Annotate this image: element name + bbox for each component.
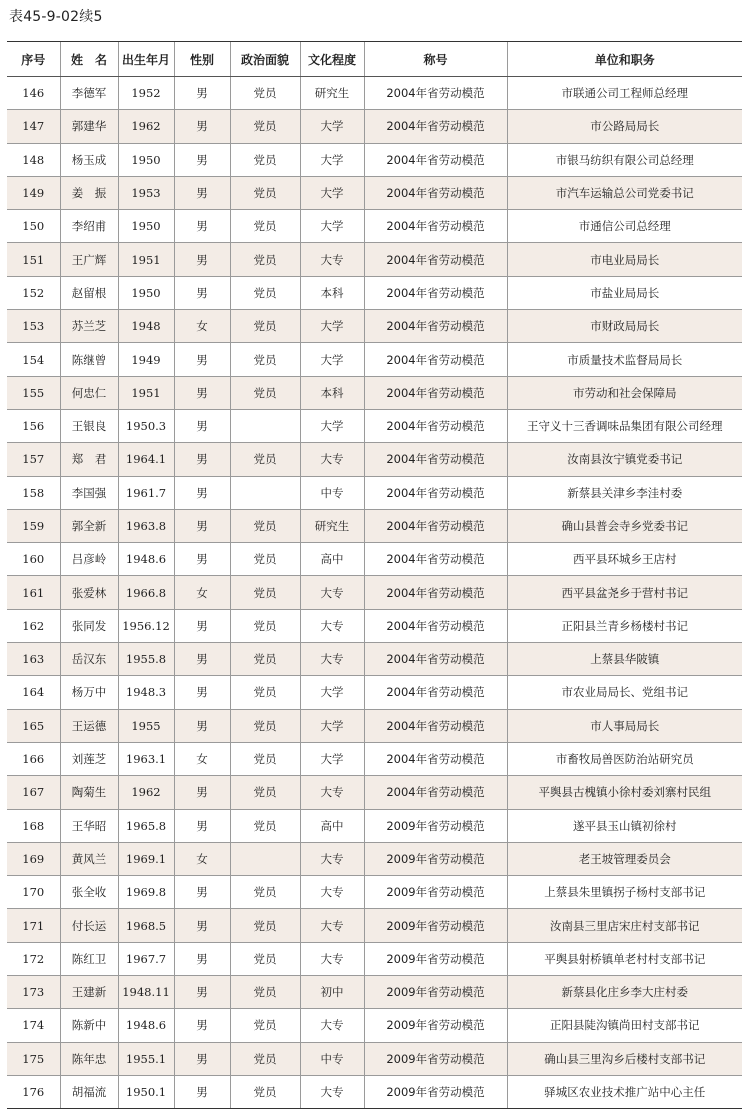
cell-gender: 男: [174, 809, 230, 842]
cell-political: 党员: [230, 443, 300, 476]
table-row: [7, 77, 742, 110]
cell-political: 党员: [230, 976, 300, 1009]
cell-title: 2004年省劳动模范: [364, 643, 507, 676]
cell-title: 2004年省劳动模范: [364, 376, 507, 409]
cell-unit: 新蔡县关津乡李洼村委: [507, 476, 742, 509]
cell-birth: 1966.8: [118, 576, 174, 609]
cell-unit: 市劳动和社会保障局: [507, 376, 742, 409]
cell-gender: 女: [174, 842, 230, 875]
table-row: [7, 876, 742, 909]
table-row: [7, 243, 742, 276]
table-row: [7, 842, 742, 875]
cell-birth: 1948.3: [118, 676, 174, 709]
table-row: [7, 376, 742, 409]
cell-name: 姜 振: [60, 176, 118, 209]
cell-title: 2004年省劳动模范: [364, 343, 507, 376]
cell-title: 2004年省劳动模范: [364, 676, 507, 709]
cell-title: 2004年省劳动模范: [364, 110, 507, 143]
cell-name: 陶菊生: [60, 776, 118, 809]
table-row: [7, 409, 742, 442]
cell-unit: 市联通公司工程师总经理: [507, 77, 742, 110]
cell-education: 研究生: [300, 77, 364, 110]
cell-birth: 1962: [118, 110, 174, 143]
cell-name: 张全收: [60, 876, 118, 909]
cell-index: 166: [7, 742, 60, 775]
cell-political: 党员: [230, 1075, 300, 1108]
cell-gender: 男: [174, 876, 230, 909]
cell-unit: 市银马纺织有限公司总经理: [507, 143, 742, 176]
cell-name: 吕彦岭: [60, 543, 118, 576]
cell-gender: 男: [174, 609, 230, 642]
cell-education: 高中: [300, 809, 364, 842]
cell-title: 2004年省劳动模范: [364, 476, 507, 509]
cell-birth: 1948.11: [118, 976, 174, 1009]
cell-birth: 1961.7: [118, 476, 174, 509]
cell-political: 党员: [230, 709, 300, 742]
cell-gender: 男: [174, 176, 230, 209]
cell-birth: 1953: [118, 176, 174, 209]
cell-gender: 男: [174, 343, 230, 376]
cell-gender: 女: [174, 310, 230, 343]
cell-unit: 王守义十三香调味品集团有限公司经理: [507, 409, 742, 442]
cell-gender: 男: [174, 709, 230, 742]
cell-birth: 1948.6: [118, 1009, 174, 1042]
header-index: 序号: [7, 42, 60, 77]
table-row: [7, 343, 742, 376]
cell-birth: 1963.8: [118, 509, 174, 542]
cell-political: 党员: [230, 110, 300, 143]
table-row: [7, 643, 742, 676]
cell-title: 2004年省劳动模范: [364, 310, 507, 343]
cell-title: 2004年省劳动模范: [364, 576, 507, 609]
cell-gender: 男: [174, 77, 230, 110]
cell-index: 148: [7, 143, 60, 176]
table-caption: 表45-9-02续5: [9, 9, 103, 25]
cell-index: 163: [7, 643, 60, 676]
table-row: [7, 443, 742, 476]
cell-birth: 1951: [118, 376, 174, 409]
cell-political: [230, 409, 300, 442]
cell-birth: 1948.6: [118, 543, 174, 576]
table-row: [7, 176, 742, 209]
header-education: 文化程度: [300, 42, 364, 77]
header-name: 姓 名: [60, 42, 118, 77]
cell-education: 大学: [300, 110, 364, 143]
cell-political: 党员: [230, 376, 300, 409]
cell-birth: 1967.7: [118, 942, 174, 975]
cell-name: 王广辉: [60, 243, 118, 276]
cell-index: 169: [7, 842, 60, 875]
cell-title: 2004年省劳动模范: [364, 210, 507, 243]
cell-index: 153: [7, 310, 60, 343]
table-header-row: [7, 42, 742, 77]
cell-unit: 遂平县玉山镇初徐村: [507, 809, 742, 842]
table-row: [7, 1042, 742, 1075]
cell-unit: 汝南县汝宁镇党委书记: [507, 443, 742, 476]
cell-education: 大专: [300, 1009, 364, 1042]
cell-title: 2004年省劳动模范: [364, 543, 507, 576]
cell-title: 2004年省劳动模范: [364, 276, 507, 309]
cell-name: 张爱林: [60, 576, 118, 609]
cell-birth: 1968.5: [118, 909, 174, 942]
cell-education: 大专: [300, 576, 364, 609]
cell-birth: 1950.3: [118, 409, 174, 442]
cell-title: 2009年省劳动模范: [364, 976, 507, 1009]
cell-index: 167: [7, 776, 60, 809]
table-row: [7, 110, 742, 143]
cell-education: 本科: [300, 376, 364, 409]
cell-education: 大专: [300, 243, 364, 276]
cell-name: 郭建华: [60, 110, 118, 143]
model-workers-table: [7, 41, 742, 1109]
cell-birth: 1969.1: [118, 842, 174, 875]
cell-unit: 市汽车运输总公司党委书记: [507, 176, 742, 209]
cell-unit: 确山县三里沟乡后楼村支部书记: [507, 1042, 742, 1075]
cell-unit: 市电业局局长: [507, 243, 742, 276]
cell-index: 168: [7, 809, 60, 842]
cell-index: 158: [7, 476, 60, 509]
cell-birth: 1955.1: [118, 1042, 174, 1075]
cell-political: 党员: [230, 609, 300, 642]
cell-name: 赵留根: [60, 276, 118, 309]
cell-title: 2004年省劳动模范: [364, 609, 507, 642]
cell-education: 初中: [300, 976, 364, 1009]
cell-gender: 女: [174, 742, 230, 775]
cell-political: 党员: [230, 876, 300, 909]
cell-name: 苏兰芝: [60, 310, 118, 343]
cell-education: 中专: [300, 476, 364, 509]
cell-education: 大学: [300, 709, 364, 742]
table-row: [7, 976, 742, 1009]
cell-name: 郑 君: [60, 443, 118, 476]
cell-name: 陈红卫: [60, 942, 118, 975]
cell-education: 中专: [300, 1042, 364, 1075]
cell-gender: 男: [174, 1009, 230, 1042]
cell-unit: 平舆县古槐镇小徐村委刘寨村民组: [507, 776, 742, 809]
cell-index: 171: [7, 909, 60, 942]
cell-name: 李绍甫: [60, 210, 118, 243]
cell-political: 党员: [230, 576, 300, 609]
cell-name: 何忠仁: [60, 376, 118, 409]
cell-name: 王建新: [60, 976, 118, 1009]
cell-index: 157: [7, 443, 60, 476]
cell-index: 170: [7, 876, 60, 909]
cell-index: 159: [7, 509, 60, 542]
cell-name: 李德军: [60, 77, 118, 110]
cell-unit: 驿城区农业技术推广站中心主任: [507, 1075, 742, 1108]
cell-birth: 1962: [118, 776, 174, 809]
cell-gender: 男: [174, 243, 230, 276]
cell-name: 陈年忠: [60, 1042, 118, 1075]
table-row: [7, 809, 742, 842]
cell-education: 大学: [300, 210, 364, 243]
table-row: [7, 143, 742, 176]
cell-education: 大专: [300, 876, 364, 909]
cell-birth: 1948: [118, 310, 174, 343]
cell-birth: 1952: [118, 77, 174, 110]
cell-education: 大专: [300, 1075, 364, 1108]
cell-title: 2009年省劳动模范: [364, 842, 507, 875]
header-title: 称号: [364, 42, 507, 77]
cell-political: 党员: [230, 1042, 300, 1075]
cell-gender: 男: [174, 976, 230, 1009]
table-row: [7, 543, 742, 576]
cell-birth: 1969.8: [118, 876, 174, 909]
cell-political: 党员: [230, 210, 300, 243]
cell-political: 党员: [230, 1009, 300, 1042]
cell-unit: 市通信公司总经理: [507, 210, 742, 243]
header-gender: 性别: [174, 42, 230, 77]
cell-index: 162: [7, 609, 60, 642]
cell-education: 大专: [300, 776, 364, 809]
cell-name: 岳汉东: [60, 643, 118, 676]
cell-gender: 男: [174, 276, 230, 309]
cell-name: 王华昭: [60, 809, 118, 842]
cell-political: 党员: [230, 143, 300, 176]
cell-education: 大学: [300, 310, 364, 343]
cell-index: 175: [7, 1042, 60, 1075]
cell-education: 大专: [300, 609, 364, 642]
cell-unit: 上蔡县朱里镇拐子杨村支部书记: [507, 876, 742, 909]
cell-name: 杨玉成: [60, 143, 118, 176]
table-row: [7, 776, 742, 809]
cell-title: 2009年省劳动模范: [364, 1075, 507, 1108]
cell-political: [230, 842, 300, 875]
cell-gender: 男: [174, 676, 230, 709]
cell-title: 2004年省劳动模范: [364, 143, 507, 176]
cell-birth: 1950: [118, 143, 174, 176]
header-political: 政治面貌: [230, 42, 300, 77]
cell-birth: 1955.8: [118, 643, 174, 676]
cell-political: 党员: [230, 77, 300, 110]
cell-title: 2009年省劳动模范: [364, 942, 507, 975]
cell-index: 156: [7, 409, 60, 442]
cell-political: 党员: [230, 276, 300, 309]
cell-index: 176: [7, 1075, 60, 1108]
table-row: [7, 1075, 742, 1108]
cell-political: 党员: [230, 942, 300, 975]
cell-birth: 1956.12: [118, 609, 174, 642]
cell-birth: 1964.1: [118, 443, 174, 476]
cell-unit: 老王坡管理委员会: [507, 842, 742, 875]
cell-political: 党员: [230, 310, 300, 343]
cell-title: 2009年省劳动模范: [364, 909, 507, 942]
table-row: [7, 676, 742, 709]
cell-name: 付长运: [60, 909, 118, 942]
cell-political: 党员: [230, 809, 300, 842]
cell-gender: 男: [174, 376, 230, 409]
cell-political: 党员: [230, 176, 300, 209]
cell-index: 173: [7, 976, 60, 1009]
cell-gender: 男: [174, 909, 230, 942]
table-row: [7, 276, 742, 309]
table-row: [7, 709, 742, 742]
table-row: [7, 210, 742, 243]
cell-unit: 市质量技术监督局局长: [507, 343, 742, 376]
cell-index: 152: [7, 276, 60, 309]
cell-education: 本科: [300, 276, 364, 309]
cell-title: 2004年省劳动模范: [364, 243, 507, 276]
cell-gender: 男: [174, 143, 230, 176]
cell-gender: 男: [174, 210, 230, 243]
cell-unit: 汝南县三里店宋庄村支部书记: [507, 909, 742, 942]
cell-gender: 男: [174, 443, 230, 476]
cell-unit: 市公路局局长: [507, 110, 742, 143]
cell-unit: 市盐业局局长: [507, 276, 742, 309]
cell-unit: 新蔡县化庄乡李大庄村委: [507, 976, 742, 1009]
cell-index: 174: [7, 1009, 60, 1042]
cell-gender: 男: [174, 643, 230, 676]
cell-birth: 1949: [118, 343, 174, 376]
cell-political: 党员: [230, 509, 300, 542]
cell-gender: 男: [174, 776, 230, 809]
cell-index: 146: [7, 77, 60, 110]
cell-index: 160: [7, 543, 60, 576]
cell-name: 王运德: [60, 709, 118, 742]
cell-birth: 1965.8: [118, 809, 174, 842]
cell-index: 155: [7, 376, 60, 409]
cell-education: 大学: [300, 742, 364, 775]
cell-gender: 男: [174, 942, 230, 975]
cell-political: 党员: [230, 543, 300, 576]
cell-unit: 市人事局局长: [507, 709, 742, 742]
cell-political: [230, 476, 300, 509]
cell-education: 大专: [300, 643, 364, 676]
cell-education: 大学: [300, 409, 364, 442]
cell-name: 刘莲芝: [60, 742, 118, 775]
cell-unit: 市农业局局长、党组书记: [507, 676, 742, 709]
cell-education: 大专: [300, 942, 364, 975]
cell-political: 党员: [230, 676, 300, 709]
cell-unit: 西平县盆尧乡于营村书记: [507, 576, 742, 609]
cell-education: 大专: [300, 842, 364, 875]
cell-title: 2004年省劳动模范: [364, 176, 507, 209]
cell-title: 2004年省劳动模范: [364, 709, 507, 742]
cell-gender: 女: [174, 576, 230, 609]
cell-index: 172: [7, 942, 60, 975]
table-row: [7, 476, 742, 509]
cell-title: 2009年省劳动模范: [364, 876, 507, 909]
cell-unit: 正阳县兰青乡杨楼村书记: [507, 609, 742, 642]
cell-birth: 1950: [118, 210, 174, 243]
cell-index: 154: [7, 343, 60, 376]
cell-unit: 正阳县陡沟镇尚田村支部书记: [507, 1009, 742, 1042]
cell-gender: 男: [174, 543, 230, 576]
cell-education: 大学: [300, 343, 364, 376]
cell-political: 党员: [230, 343, 300, 376]
cell-index: 147: [7, 110, 60, 143]
cell-title: 2004年省劳动模范: [364, 776, 507, 809]
cell-title: 2004年省劳动模范: [364, 409, 507, 442]
cell-title: 2004年省劳动模范: [364, 443, 507, 476]
cell-education: 大学: [300, 176, 364, 209]
cell-title: 2009年省劳动模范: [364, 1009, 507, 1042]
cell-unit: 西平县环城乡王店村: [507, 543, 742, 576]
cell-birth: 1951: [118, 243, 174, 276]
cell-name: 杨万中: [60, 676, 118, 709]
cell-gender: 男: [174, 1042, 230, 1075]
cell-gender: 男: [174, 1075, 230, 1108]
cell-unit: 确山县普会寺乡党委书记: [507, 509, 742, 542]
cell-index: 165: [7, 709, 60, 742]
cell-gender: 男: [174, 409, 230, 442]
table-row: [7, 1009, 742, 1042]
table-row: [7, 909, 742, 942]
cell-name: 李国强: [60, 476, 118, 509]
cell-name: 郭全新: [60, 509, 118, 542]
cell-title: 2004年省劳动模范: [364, 742, 507, 775]
cell-political: 党员: [230, 742, 300, 775]
cell-birth: 1955: [118, 709, 174, 742]
cell-birth: 1950: [118, 276, 174, 309]
cell-name: 陈新中: [60, 1009, 118, 1042]
cell-birth: 1963.1: [118, 742, 174, 775]
header-birth: 出生年月: [118, 42, 174, 77]
cell-political: 党员: [230, 643, 300, 676]
cell-name: 陈继曾: [60, 343, 118, 376]
cell-education: 研究生: [300, 509, 364, 542]
cell-unit: 市财政局局长: [507, 310, 742, 343]
table-row: [7, 942, 742, 975]
cell-index: 151: [7, 243, 60, 276]
cell-political: 党员: [230, 776, 300, 809]
cell-gender: 男: [174, 110, 230, 143]
cell-title: 2004年省劳动模范: [364, 509, 507, 542]
cell-index: 161: [7, 576, 60, 609]
cell-unit: 上蔡县华陂镇: [507, 643, 742, 676]
table-row: [7, 509, 742, 542]
cell-education: 大专: [300, 443, 364, 476]
cell-index: 164: [7, 676, 60, 709]
cell-unit: 市畜牧局兽医防治站研究员: [507, 742, 742, 775]
cell-birth: 1950.1: [118, 1075, 174, 1108]
cell-gender: 男: [174, 509, 230, 542]
cell-name: 黄风兰: [60, 842, 118, 875]
cell-education: 大学: [300, 143, 364, 176]
cell-index: 150: [7, 210, 60, 243]
cell-political: 党员: [230, 909, 300, 942]
cell-education: 大学: [300, 676, 364, 709]
cell-political: 党员: [230, 243, 300, 276]
cell-name: 张同发: [60, 609, 118, 642]
cell-education: 大专: [300, 909, 364, 942]
cell-education: 高中: [300, 543, 364, 576]
cell-gender: 男: [174, 476, 230, 509]
table-row: [7, 576, 742, 609]
table-row: [7, 609, 742, 642]
cell-name: 胡福流: [60, 1075, 118, 1108]
cell-index: 149: [7, 176, 60, 209]
cell-title: 2009年省劳动模范: [364, 1042, 507, 1075]
cell-name: 王银良: [60, 409, 118, 442]
cell-title: 2004年省劳动模范: [364, 77, 507, 110]
header-unit: 单位和职务: [507, 42, 742, 77]
table-row: [7, 310, 742, 343]
cell-unit: 平舆县射桥镇单老村村支部书记: [507, 942, 742, 975]
table-row: [7, 742, 742, 775]
cell-title: 2009年省劳动模范: [364, 809, 507, 842]
